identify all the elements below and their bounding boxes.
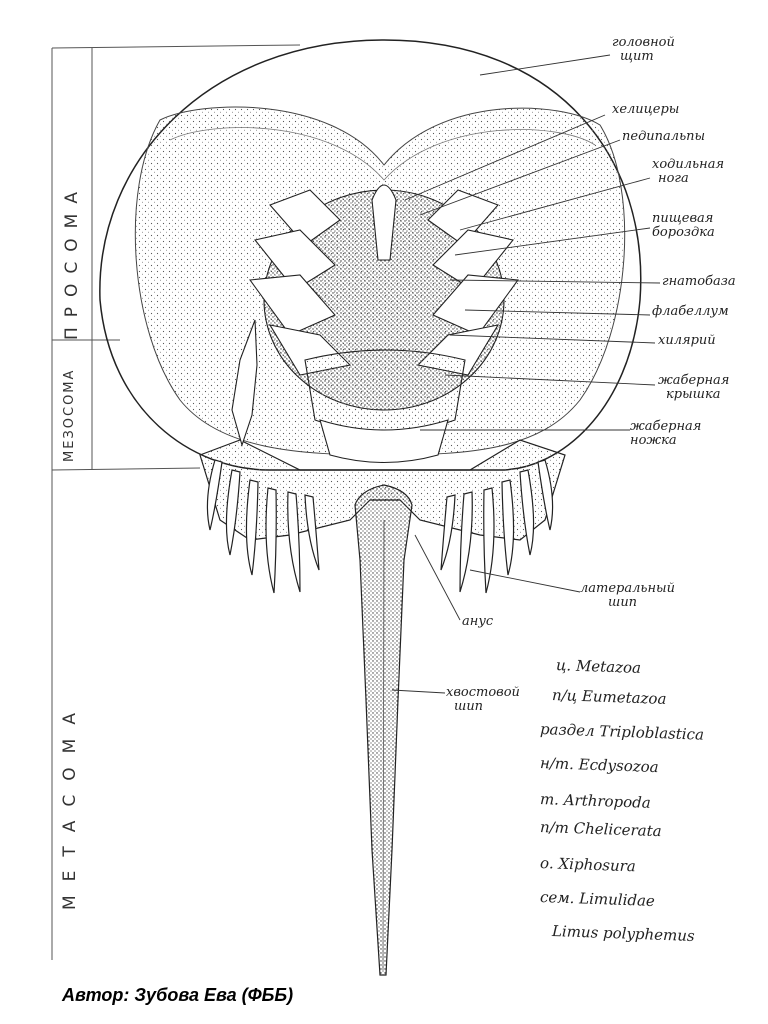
label-walking-leg-line1: ходильная <box>652 157 725 172</box>
side-label-prosoma: ПРОСОМА <box>62 182 82 340</box>
label-gnathobase: гнатобаза <box>662 274 736 289</box>
label-chilarium: хилярий <box>658 333 716 348</box>
label-walking-leg <box>652 158 724 186</box>
label-pedipalps: педипальпы <box>622 129 706 144</box>
label-head-shield-line1: головной <box>612 35 675 50</box>
label-food-groove <box>652 212 715 240</box>
taxonomy-line-5: т. Arthropoda <box>539 790 652 812</box>
label-food-groove-line1: пищевая <box>652 211 714 226</box>
taxonomy-line-2: п/ц Eumetazoa <box>551 686 667 708</box>
label-food-groove-line2: бороздка <box>652 225 715 240</box>
side-label-metasoma: МЕТАСОМА <box>60 699 80 910</box>
label-gill-leg <box>630 420 701 448</box>
taxonomy-line-8: сем. Limulidae <box>539 888 656 911</box>
label-gill-cover <box>658 374 729 402</box>
label-gill-cover-line2: крышка <box>666 387 721 402</box>
label-gill-cover-line1: жаберная <box>658 373 730 388</box>
taxonomy-line-6: п/т Chelicerata <box>539 818 662 841</box>
label-anus: анус <box>462 614 494 629</box>
taxonomy-line-4: н/т. Ecdysozoa <box>539 754 659 777</box>
taxonomy-line-3: раздел Triploblastica <box>539 720 705 744</box>
label-head-shield-line2: щит <box>620 49 654 64</box>
label-chelicerae: хелицеры <box>612 102 680 117</box>
label-lateral-spine-line1: латеральный <box>580 581 675 596</box>
label-walking-leg-line2: нога <box>658 171 689 186</box>
taxonomy-line-7: о. Xiphosura <box>539 854 637 876</box>
label-head-shield <box>612 36 675 64</box>
taxonomy-line-1: ц. Metazoa <box>555 656 642 677</box>
label-flabellum: флабеллум <box>652 304 729 319</box>
label-tail-spine-line1: хвостовой <box>446 685 520 700</box>
label-tail-spine <box>446 686 520 714</box>
label-tail-spine-line2: шип <box>454 699 484 714</box>
side-label-mesosoma: МЕЗОСОМА <box>62 368 77 462</box>
taxonomy-line-9: Limus polyphemus <box>551 922 695 945</box>
label-lateral-spine <box>580 582 675 610</box>
label-lateral-spine-line2: шип <box>608 595 638 610</box>
label-gill-leg-line2: ножка <box>630 433 677 448</box>
label-gill-leg-line1: жаберная <box>630 419 702 434</box>
author-credit: Автор: Зубова Ева (ФББ) <box>62 985 294 1005</box>
